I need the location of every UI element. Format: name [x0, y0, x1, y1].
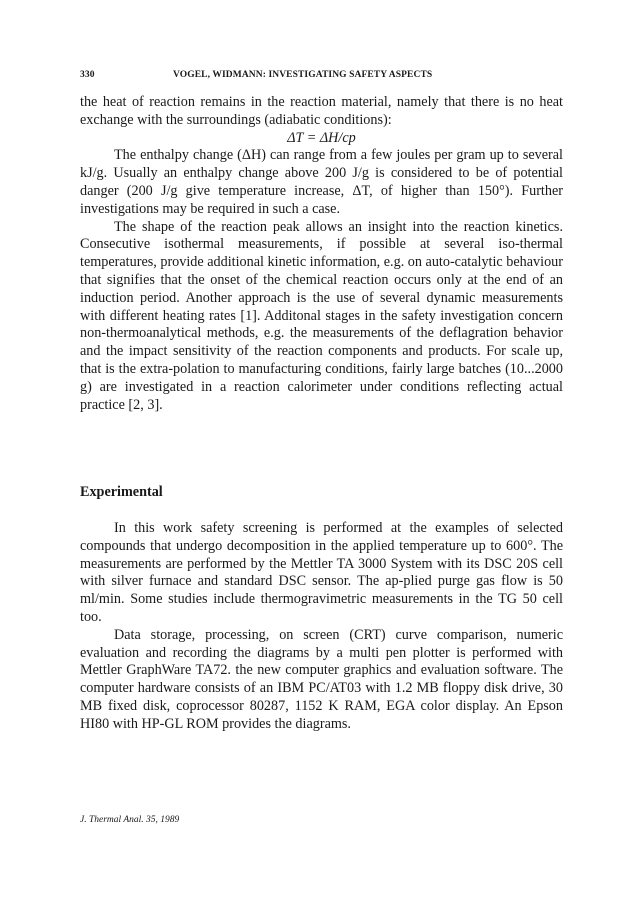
paragraph-data-storage: Data storage, processing, on screen (CRT) curve comparison, numeric evaluation and recording the diagrams by a multi pen plotter is performed with Mettler GraphWare TA72. the new computer graphics and evaluation software. The computer hardware consists of an IBM PC/AT03 with 1.2 MB floppy disk drive, 30 MB fixed disk, coprocessor 80287, 1152 K RAM, EGA color display. An Epson HI80 with HP-GL ROM provides the diagrams.: [80, 626, 563, 732]
body-text: [80, 94, 563, 414]
paragraph-heat-of-reaction: the heat of reaction remains in the reaction material, namely that there is no heat exchange with the surroundings (adiabatic conditions):: [80, 94, 563, 128]
experimental-text: [80, 520, 563, 734]
journal-citation: J. Thermal Anal. 35, 1989: [80, 815, 180, 825]
adiabatic-equation: ΔT = ΔH/cp: [287, 129, 356, 146]
running-title: VOGEL, WIDMANN: INVESTIGATING SAFETY ASPECTS: [173, 70, 433, 80]
running-head: [80, 70, 563, 84]
paragraph-reaction-kinetics: The shape of the reaction peak allows an insight into the reaction kinetics. Consecutive isothermal measurements, if possible at several iso-thermal temperatures, provide additional kinetic information, e.g. on auto-catalytic behaviour that signifies that the onset of the chemical reaction occurs only at the end of an induction period. Another approach is the use of several dynamic measurements with different heating rates [1]. Additonal stages in the safety investigation concern non-thermoanalytical methods, e.g. the measurements of the deflagration behavior and the impact sensitivity of the reaction components and products. For scale up, that is the extra-polation to manufacturing conditions, fairly large batches (10...2000 g) are investigated in a reaction calorimeter under conditions reflecting actual practice [2, 3].: [80, 218, 563, 413]
paragraph-safety-screening: In this work safety screening is performed at the examples of selected compounds that undergo decomposition in the applied temperature up to 600°. The measurements are performed by the Mettler TA 3000 System with its DSC 20S cell with silver furnace and standard DSC sensor. The ap-plied purge gas flow is 50 ml/min. Some studies include thermogravimetric measurements in the TG 50 cell too.: [80, 520, 563, 625]
section-heading-experimental: Experimental: [80, 484, 163, 500]
paragraph-enthalpy-change: The enthalpy change (ΔH) can range from a few joules per gram up to several kJ/g. Usually an enthalpy change above 200 J/g is considered to be of potential danger (200 J/g give temperature increase, ΔT, of higher than 150°). Further investigations may be required in such a case.: [80, 147, 563, 217]
page-number: 330: [80, 70, 95, 80]
